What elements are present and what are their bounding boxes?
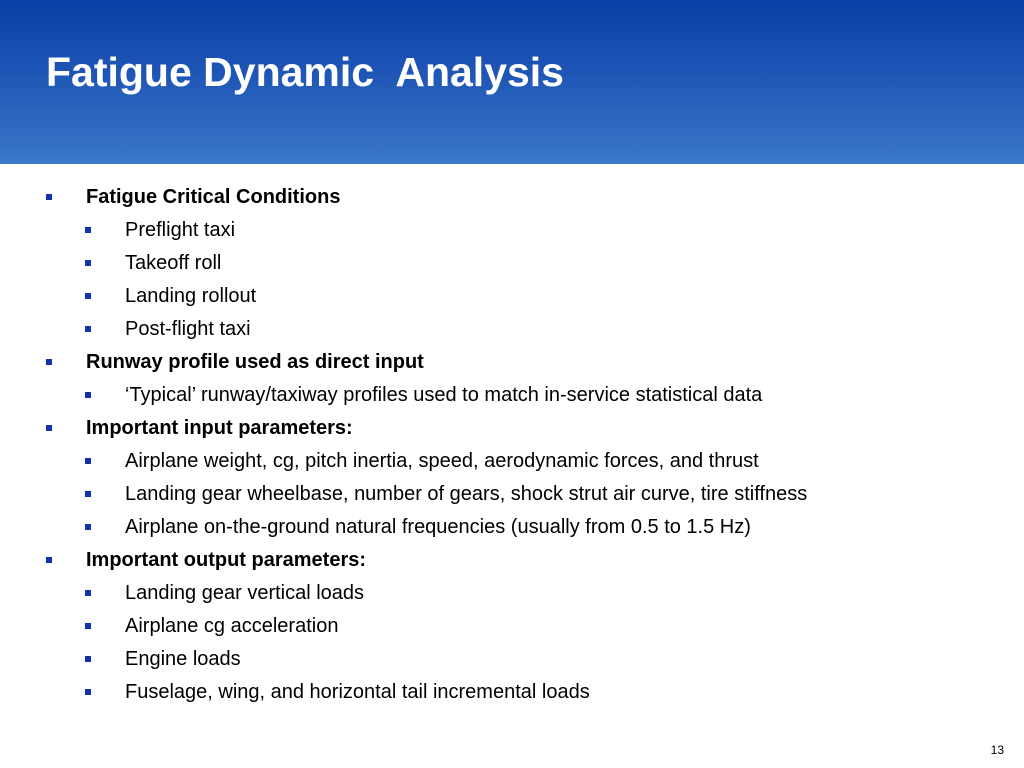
square-bullet-icon <box>85 227 91 233</box>
square-bullet-icon <box>85 326 91 332</box>
title-banner <box>0 0 1024 164</box>
sub-bullet-text: Preflight taxi <box>125 219 236 241</box>
sub-bullet-item <box>0 577 1024 610</box>
square-bullet-icon <box>85 392 91 398</box>
bullet-text: Runway profile used as direct input <box>86 351 424 373</box>
sub-bullet-text: Airplane weight, cg, pitch inertia, speed, aerodynamic forces, and thrust <box>125 450 759 472</box>
sub-bullet-text: Airplane cg acceleration <box>125 615 339 637</box>
bullet-item <box>0 412 1024 445</box>
square-bullet-icon <box>85 590 91 596</box>
square-bullet-icon <box>85 623 91 629</box>
bullet-item <box>0 346 1024 379</box>
sub-bullet-text: Post-flight taxi <box>125 318 251 340</box>
sub-bullet-text: ‘Typical’ runway/taxiway profiles used to match in-service statistical data <box>125 384 763 406</box>
sub-bullet-item <box>0 379 1024 412</box>
sub-bullet-item <box>0 247 1024 280</box>
sub-bullet-text: Engine loads <box>125 648 241 670</box>
square-bullet-icon <box>85 524 91 530</box>
square-bullet-icon <box>85 458 91 464</box>
bullet-item <box>0 181 1024 214</box>
square-bullet-icon <box>85 656 91 662</box>
square-bullet-icon <box>46 425 52 431</box>
sub-bullet-item <box>0 214 1024 247</box>
square-bullet-icon <box>46 359 52 365</box>
sub-bullet-text: Airplane on-the-ground natural frequencies (usually from 0.5 to 1.5 Hz) <box>125 516 751 538</box>
sub-bullet-item <box>0 610 1024 643</box>
sub-bullet-text: Takeoff roll <box>125 252 222 274</box>
sub-bullet-item <box>0 280 1024 313</box>
slide-title: Fatigue Dynamic Analysis <box>46 49 564 95</box>
sub-bullet-item <box>0 478 1024 511</box>
square-bullet-icon <box>85 260 91 266</box>
square-bullet-icon <box>85 689 91 695</box>
sub-bullet-item <box>0 313 1024 346</box>
bullet-text: Important input parameters: <box>86 417 353 439</box>
square-bullet-icon <box>85 293 91 299</box>
sub-bullet-item <box>0 676 1024 709</box>
sub-bullet-item <box>0 511 1024 544</box>
bullet-text: Fatigue Critical Conditions <box>86 186 341 208</box>
bullet-item <box>0 544 1024 577</box>
bullet-list <box>0 181 1024 709</box>
sub-bullet-item <box>0 445 1024 478</box>
square-bullet-icon <box>85 491 91 497</box>
sub-bullet-text: Fuselage, wing, and horizontal tail incremental loads <box>125 681 590 703</box>
page-number: 13 <box>990 743 1004 757</box>
sub-bullet-item <box>0 643 1024 676</box>
square-bullet-icon <box>46 194 52 200</box>
sub-bullet-text: Landing gear vertical loads <box>125 582 365 604</box>
sub-bullet-text: Landing rollout <box>125 285 257 307</box>
bullet-text: Important output parameters: <box>86 549 367 571</box>
sub-bullet-text: Landing gear wheelbase, number of gears, shock strut air curve, tire stiffness <box>125 483 808 505</box>
square-bullet-icon <box>46 557 52 563</box>
